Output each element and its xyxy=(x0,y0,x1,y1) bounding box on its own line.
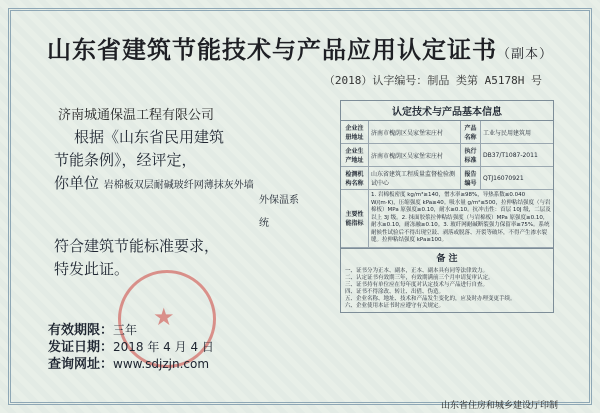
note-item: 五、企业名称、地址、技术和产品发生变化的，应及时办理变更手续。 xyxy=(345,295,516,302)
performance-text: 1. 岩棉板密度 kg/m³≥140，憎水率≥98%，导热系数≤0.040 W/(m·K)，压缩强度 kPa≥40。吸水量 g/m²≤500，拉伸粘结强度（与岩棉板）MPa 原强度≥0.10，耐水≥0.10。抗冲击性：首层 10J 级，二层及以上 3J 级。2. 抹面胶浆拉伸粘结强度（与岩棉板）MPa 原强度≥0.10，耐水≥0.10，耐冻融≥0.10。3. 玻纤网耐碱断裂强力保留率≥75%。系统耐候性试验后不得出现空鼓、剥落或脱落、开裂等破坏，不得产生渗水裂缝。拉伸粘结强度 kPa≥100。 xyxy=(371,192,551,243)
info-row xyxy=(341,121,553,144)
notes-list xyxy=(341,266,553,312)
seal-star-icon: ★ xyxy=(153,303,175,331)
query-site-label: 查询网址： xyxy=(48,357,114,372)
statement-line-3-prefix: 你单位 xyxy=(54,174,100,192)
title-text: 山东省建筑节能技术与产品应用认定证书 xyxy=(46,35,497,64)
printer-credit: 山东省住房和城乡建设厅印制 xyxy=(440,401,558,411)
note-item: 一、证书分为正本、副本，正本、副本具有同等法律效力。 xyxy=(345,267,489,274)
row-value: 济南市槐荫区吴家堡宋庄村 xyxy=(369,121,461,143)
info-table-header: 认定技术与产品基本信息 xyxy=(341,101,553,121)
row-value-2: QTJ16070921 xyxy=(483,174,524,182)
company-name: 济南城通保温工程有限公司 xyxy=(58,108,215,123)
row-label-2: 报告编号 xyxy=(461,167,481,189)
row-label: 企业生产地址 xyxy=(341,144,369,166)
performance-label: 主要性能指标 xyxy=(341,190,369,247)
row-value-2: 工业与民用建筑用 xyxy=(483,129,532,137)
row-value: 济南市槐荫区吴家堡宋庄村 xyxy=(369,144,461,166)
performance-row xyxy=(341,190,553,248)
statement-line-1: 根据《山东省民用建筑 xyxy=(74,128,225,146)
row-value: 山东省建筑工程质量监督检验测试中心 xyxy=(369,167,461,189)
statement-line-2: 节能条例》，经评定， xyxy=(54,151,197,169)
product-name-continued: 外保温系统 xyxy=(259,195,299,229)
issue-date-label: 发证日期： xyxy=(48,340,114,355)
note-item: 三、证书持有单位应在每年度对认定技术与产品进行自查。 xyxy=(345,281,489,288)
info-row xyxy=(341,167,553,190)
statement-line-5: 特发此证。 xyxy=(54,260,130,278)
issue-date-value: 2018 年 4 月 4 日 xyxy=(113,340,214,354)
certificate-statement xyxy=(54,126,299,281)
notes-header: 备 注 xyxy=(341,248,553,266)
statement-line-4: 符合建筑节能标准要求， xyxy=(54,237,220,255)
info-table xyxy=(340,100,554,313)
note-item: 六、企业使用本证书时应遵守有关规定。 xyxy=(345,302,445,309)
validity-label: 有效期限： xyxy=(48,323,114,338)
certificate-title xyxy=(0,30,600,65)
info-row xyxy=(341,144,553,167)
certificate-number: （2018）认字编号：制品 类第 A5178H 号 xyxy=(323,74,542,87)
row-label: 检测机构名称 xyxy=(341,167,369,189)
row-value-2: DB37/T1087-2011 xyxy=(483,151,538,159)
validity-value: 三年 xyxy=(113,323,138,337)
query-site-value: www.sdjzjn.com xyxy=(113,357,210,371)
row-label-2: 执行标准 xyxy=(461,144,481,166)
product-name: 岩棉板双层耐碱玻纤网薄抹灰外墙 xyxy=(103,180,254,191)
note-item: 二、认定证书有效期三年，有效期满前三个月申请复审认定。 xyxy=(345,274,494,281)
row-label-2: 产品名称 xyxy=(461,121,481,143)
title-suffix: （副本） xyxy=(496,47,553,62)
certificate-footer-info xyxy=(48,322,214,373)
note-item: 四、证书不得涂改、转让、出借、伪造。 xyxy=(345,288,445,295)
row-label: 企业注册地址 xyxy=(341,121,369,143)
